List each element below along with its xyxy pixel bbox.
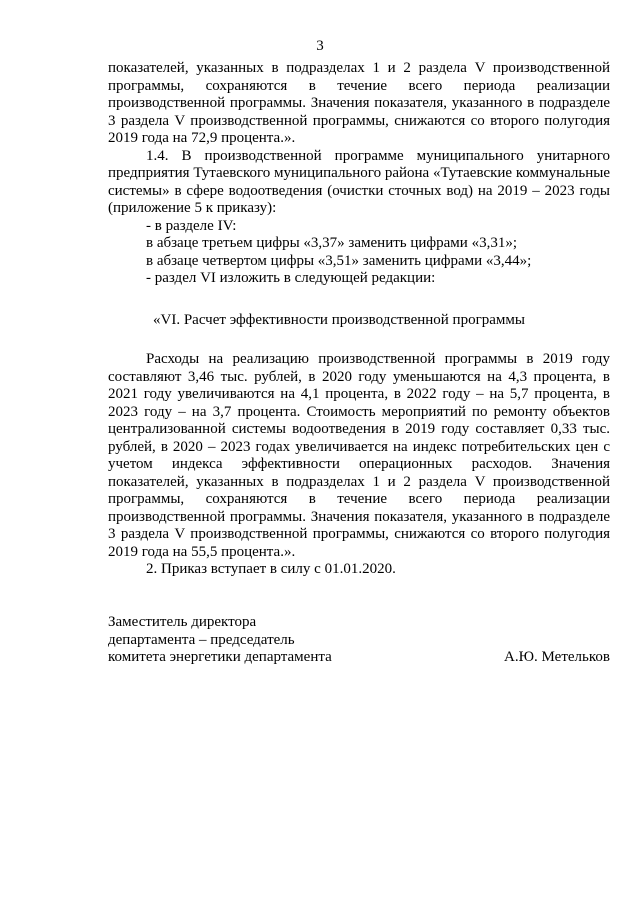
signature-title-line-3-row [108, 649, 610, 667]
list-item-paragraph-three: в абзаце третьем цифры «3,37» заменить цифрами «3,31»; [146, 235, 517, 251]
paragraph-item-1-4: 1.4. В производственной программе муниципального унитарного предприятия Тутаевского муниципального района «Тутаевские коммунальные системы» в сфере водоотведения (очистки сточных вод) на 2019 – 2023 годы (приложение 5 к приказу): [108, 147, 610, 216]
paragraph-continuation: показателей, указанных в подразделах 1 и 2 раздела V производственной программы, сохраняются в течение всего периода реализации производственной программы. Значения показателя, указанного в подразделе 3 раздела V производственной программы, снижаются со второго полугодия 2019 года на 72,9 процента.». [108, 60, 610, 146]
signature-title-line-1: Заместитель директора [108, 614, 257, 630]
signature-title-line-3: комитета энергетики департамента [108, 649, 332, 665]
signature-block [108, 614, 610, 667]
document-body [108, 60, 610, 579]
signatory-name: А.Ю. Метельков [504, 649, 610, 665]
list-item-section-iv: - в разделе IV: [146, 217, 237, 234]
list-item-section-vi: - раздел VI изложить в следующей редакции: [146, 270, 436, 286]
section-title: «VI. Расчет эффективности производственной программы [153, 311, 525, 328]
page-number: 3 [316, 38, 324, 54]
paragraph-efficiency: Расходы на реализацию производственной программы в 2019 году составляют 3,46 тыс. рублей, в 2020 году уменьшаются на 4,3 процента, в 2021 году увеличиваются на 4,1 процента, в 2022 году – на 5,7 процента, в 2023 году – на 3,7 процента. Стоимость мероприятий по ремонту объектов централизованной системы водоотведения в 2019 году составляет 0,33 тыс. рублей, в 2020 – 2023 годах увеличивается на индекс потребительских цен с учетом индекса эффективности операционных расходов. Значения показателей, указанных в подразделах 1 и 2 раздела V производственной программы, сохраняются в течение всего периода реализации производственной программы. Значения показателя, указанного в подразделе 3 раздела V производственной программы, снижаются со второго полугодия 2019 года на 55,5 процента.». [108, 351, 610, 560]
list-item-paragraph-four: в абзаце четвертом цифры «3,51» заменить цифрами «3,44»; [146, 252, 532, 269]
signature-title-line-2: департамента – председатель [108, 631, 295, 648]
paragraph-item-2: 2. Приказ вступает в силу с 01.01.2020. [146, 561, 396, 577]
